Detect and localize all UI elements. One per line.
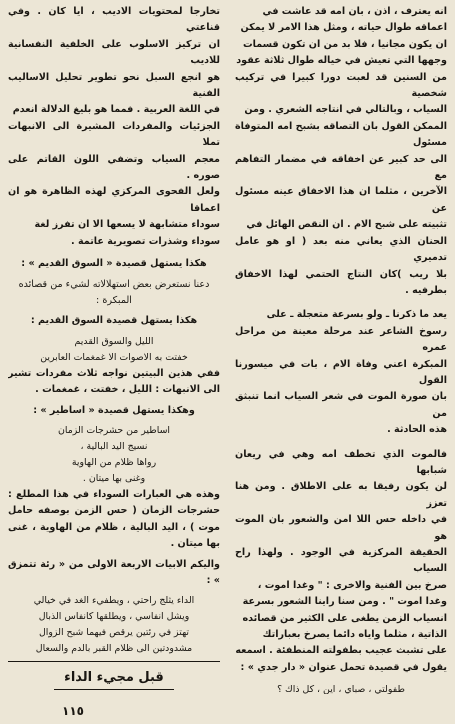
- left-column: [8, 4, 220, 694]
- text-line: من السنين قد لعبت دورا كبيرا في تركيب شخصية: [235, 71, 447, 100]
- verse-line: مشدودتين الى ظلام القبر بالدم والسعال: [35, 643, 193, 655]
- text-line: ان تركيز الاسلوب على الخلفية النفسانية للاديب: [8, 38, 220, 67]
- text-line: ان يكون مجانيا ، فلا بد من ان تكون قسمات: [242, 38, 447, 50]
- right-column: [235, 4, 447, 694]
- text-paragraph: وهذه هي العبارات السوداء في هذا المطلع : حشرجات الزمان ( حس الزمن بوصفه حامل موت ) ، اليد البالية ، ظلام من الهاوية ، غنى بها ميتان .: [8, 488, 220, 550]
- text-line: سوداء متشابهة لا يسعها الا ان تفرز لغة: [34, 219, 220, 231]
- text-line: هذه الحادثة .: [387, 424, 447, 436]
- text-line: في اللغة العربية . فمما هو بليغ الدلالة انعدم: [12, 104, 220, 116]
- text-line: صرخ بين الفنية والاخرى : " وغدا اموت ،: [257, 579, 447, 591]
- verse-line: رواها ظلام من الهاوية: [71, 456, 157, 468]
- text-paragraph: هكذا يستهل قصيدة السوق القديم :: [30, 315, 198, 327]
- text-line: فالموت الذي تخطف امه وهي في ريعان شبابها: [235, 448, 447, 476]
- text-line: المبكرة اعني وفاة الام ، بات في ميسورنا القول: [235, 358, 447, 386]
- text-paragraph: واليكم الابيات الاربعة الاولى من « رئة تتمزق » :: [8, 558, 220, 586]
- text-line: [235, 439, 447, 447]
- text-line: الى حد كبير عن اخفاقه في مضمار التفاهم مع: [235, 153, 447, 182]
- text-columns: [8, 4, 447, 694]
- text-line: معجم السياب وتضفي اللون القاتم على صوره .: [8, 153, 220, 182]
- text-line: رسوخ الشاعر عند مرحلة معينة من مراحل عمره: [235, 325, 447, 354]
- text-line: انسياب الزمن يطغى على الكثير من قصائده: [242, 612, 447, 624]
- text-line: الآخرين ، مثلما ان هذا الاخفاق عينه مسئول عن: [235, 186, 447, 214]
- verse-line: اساطير من حشرجات الزمان: [57, 424, 171, 436]
- text-line: تثبيته على شبح الام . ان النقص الهائل في: [246, 219, 447, 231]
- verse-line: الداء يثلج راحتي ، ويطفيء الغد في خيالي: [33, 595, 195, 607]
- text-line: السياب ، وبالتالي في انتاجه الشعري . ومن: [244, 104, 447, 116]
- verse-line: تهتز في رئتين يرقص فيهما شبح الزوال: [38, 627, 189, 639]
- text-line: الجزئيات والمفردات المشيرة الى الانبهات تملا: [8, 120, 220, 149]
- text-line: على تشبث عجيب بطفولته المنطفئة . اسمعه: [235, 645, 447, 657]
- text-line: وغدا اموت " . ومن سنا راينا الشعور بسرعة: [242, 596, 447, 608]
- text-line: لن يكون رفيقا به على الاطلاق . ومن هنا تعزز: [235, 481, 447, 509]
- text-line: [235, 299, 447, 307]
- text-line: بان صورة الموت في شعر السياب انما تنبثق من: [235, 391, 447, 419]
- text-line: الممكن القول بان التصاقه بشبح امه المتوفاة مسئول: [235, 120, 447, 149]
- verse-line: الليل والسوق القديم: [74, 335, 154, 347]
- text-paragraph: ففي هذين البيتين نواجه ثلاث مفردات تشير الى الانبهات : الليل ، خفتت ، غمغمات .: [8, 367, 220, 396]
- text-line: الذاتية ، مثلما واياه دائما يصرخ بعباراتك: [262, 629, 447, 641]
- text-line: بلا ريب )كان النتاج الحتمي لهذا الاخفاق بطرفيه .: [235, 268, 447, 296]
- verse-line: خفتت به الاصوات الا غمغمات العابرين: [40, 351, 188, 363]
- text-line: الحنان الذي يعاني منه بعد ( او هو عامل تدميري: [235, 235, 447, 264]
- text-line: يقول في قصيدة تحمل عنوان « دار جدي » :: [240, 661, 447, 673]
- text-line: في داخله حس اللا امن والشعور بان الموت هو: [235, 514, 447, 542]
- text-line: ولعل الفحوى المركزي لهذه الظاهرة هو ان اعماقا: [8, 186, 220, 214]
- verse-line: وغنى بها ميتان .: [82, 472, 146, 484]
- text-paragraph: وهكذا يستهل قصيدة « اساطير » :: [33, 404, 195, 416]
- section-heading: قبل مجيء الداء: [8, 668, 220, 690]
- verse-line: طفولتي ، صباي ، اين ، كل ذاك ؟: [277, 684, 405, 694]
- text-line: انه يعترف ، اذن ، بان امه قد عاشت في: [262, 6, 447, 17]
- verse-line: نسيج اليد البالية ،: [80, 440, 148, 452]
- divider: [8, 661, 220, 662]
- page-number: ١١٥: [62, 704, 84, 718]
- text-line: هو انجع السبل نحو تطوير تحليل الاساليب الفنية: [8, 71, 220, 100]
- text-line: تخارجا لمحتويات الاديب ، ايا كان . وفي قناعتي: [8, 6, 220, 34]
- text-line: وجهها التي تعيش في خياله طوال ثلاثة عقود: [236, 55, 447, 67]
- text-line: اعماقه طوال حياته ، ومثل هذا الامر لا يمكن: [240, 22, 447, 34]
- text-line: سوداء وشذرات تصويرية عاتمة .: [70, 235, 220, 247]
- verse-line: ويشل انفاسي ، ويطلقها كانفاس الذبال: [38, 611, 190, 623]
- text-line: الحقيقة المركزية في الوجود . ولهذا راح السياب: [235, 547, 447, 575]
- text-paragraph: هكذا يستهل قصيدة « السوق القديم » :: [21, 258, 207, 270]
- text-line: يعد ما ذكرنا ـ ولو بسرعة متعجلة ـ على: [266, 309, 447, 321]
- text-paragraph: دعنا نستعرض بعض استهلالاته لشيء من قصائده المبكرة :: [18, 278, 210, 306]
